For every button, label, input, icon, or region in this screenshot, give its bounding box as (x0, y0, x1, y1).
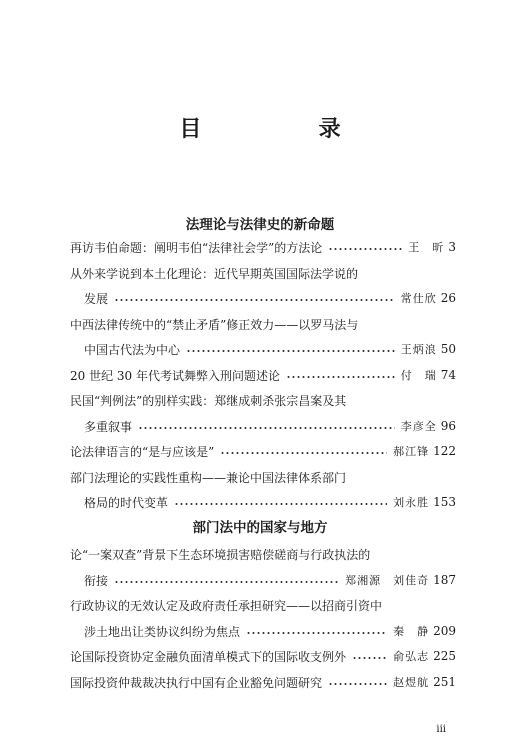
section-heading: 部门法中的国家与地方 (192, 520, 328, 536)
dot-leader (328, 247, 402, 251)
toc-entry-line[interactable] (70, 671, 456, 693)
toc-entry-title: 中国古代法为中心 (84, 342, 181, 357)
toc-entry-title: 行政协议的无效认定及政府责任承担研究——以招商引资中 (70, 598, 383, 613)
dot-leader (220, 451, 387, 455)
toc-entry-line[interactable] (70, 364, 456, 386)
page-number: iii (436, 724, 446, 735)
toc-entry-page: 209 (433, 624, 456, 638)
toc-entry-author: 秦 静 (393, 625, 430, 638)
toc-entry-title: 民国“判例法”的别样实践：郑继成刺杀张宗昌案及其 (70, 393, 347, 408)
toc-entry-page: 225 (433, 649, 456, 663)
dot-leader (138, 426, 395, 430)
toc-entry-author: 郑湘源 刘佳奇 (345, 574, 430, 587)
toc-entry-author: 刘永胜 (393, 496, 430, 509)
toc-entry-page: 96 (440, 419, 456, 433)
toc-entry-page: 74 (440, 368, 456, 382)
toc-entry-page: 26 (440, 291, 456, 305)
toc-entry-line[interactable] (84, 620, 456, 642)
toc-entry-line[interactable] (70, 313, 456, 335)
dot-leader (246, 631, 387, 635)
toc-entry-line[interactable] (70, 389, 456, 411)
toc-entry-title: 中西法律传统中的“禁止矛盾”修正效力——以罗马法与 (70, 317, 359, 332)
toc-entry-line[interactable] (84, 287, 456, 309)
section-heading: 法理论与法律史的新命题 (185, 217, 335, 233)
toc-entry-title: 衔接 (84, 573, 109, 588)
toc-entry-title: 从外来学说到本土化理论：近代早期英国国际法学说的 (70, 266, 359, 281)
toc-entry-page: 251 (433, 675, 456, 689)
dot-leader (114, 580, 339, 584)
toc-entry-line[interactable] (70, 594, 456, 616)
toc-entry-title: 发展 (84, 291, 109, 306)
toc-entry-title: 涉土地出让类协议纠纷为焦点 (84, 624, 241, 639)
page-title: 目 录 (179, 116, 375, 142)
dot-leader (114, 298, 395, 302)
toc-entry-author: 常仕欣 (400, 292, 437, 305)
toc-entry-author: 李彦全 (400, 420, 437, 433)
dot-leader (174, 502, 387, 506)
toc-entry-line[interactable] (84, 491, 456, 513)
toc-entry-line[interactable] (70, 236, 456, 258)
toc-entry-author: 付 瑞 (400, 369, 437, 382)
toc-entry-line[interactable] (70, 645, 456, 667)
toc-entry-author: 郝江锋 (393, 445, 430, 458)
toc-entry-page: 122 (433, 444, 456, 458)
toc-entry-page: 50 (440, 342, 456, 356)
toc-entry-line[interactable] (70, 466, 456, 488)
toc-entry-page: 153 (433, 495, 456, 509)
toc-entry-title: 20 世纪 30 年代考试舞弊入刑问题述论 (70, 368, 280, 383)
toc-entry-line[interactable] (84, 338, 456, 360)
toc-entry-line[interactable] (70, 440, 456, 462)
toc-entry-page: 3 (448, 240, 456, 254)
toc-entry-title: 论国际投资协定金融负面清单模式下的国际收支例外 (70, 649, 347, 664)
toc-entry-title: 再访韦伯命题：阐明韦伯“法律社会学”的方法论 (70, 240, 323, 255)
toc-entry-line[interactable] (84, 415, 456, 437)
toc-entry-line[interactable] (70, 543, 456, 565)
toc-entry-author: 王炳浪 (400, 343, 437, 356)
toc-entry-author: 俞弘志 (393, 650, 430, 663)
toc-entry-title: 论“一案双查”背景下生态环境损害赔偿磋商与行政执法的 (70, 547, 371, 562)
toc-entry-title: 国际投资仲裁裁决执行中国有企业豁免问题研究 (70, 675, 323, 690)
toc-entry-author: 王 昕 (408, 241, 445, 254)
toc-entry-title: 部门法理论的实践性重构——兼论中国法律体系部门 (70, 470, 347, 485)
toc-entry-page: 187 (433, 573, 456, 587)
toc-entry-line[interactable] (70, 262, 456, 284)
toc-entry-title: 论法律语言的“是与应该是” (70, 444, 215, 459)
dot-leader (286, 375, 395, 379)
toc-entry-line[interactable] (84, 569, 456, 591)
toc-entry-title: 多重叙事 (84, 419, 133, 434)
toc-entry-author: 赵煜航 (393, 676, 430, 689)
dot-leader (352, 656, 387, 660)
toc-entry-title: 格局的时代变革 (84, 495, 169, 510)
dot-leader (186, 349, 395, 353)
dot-leader (328, 682, 387, 686)
